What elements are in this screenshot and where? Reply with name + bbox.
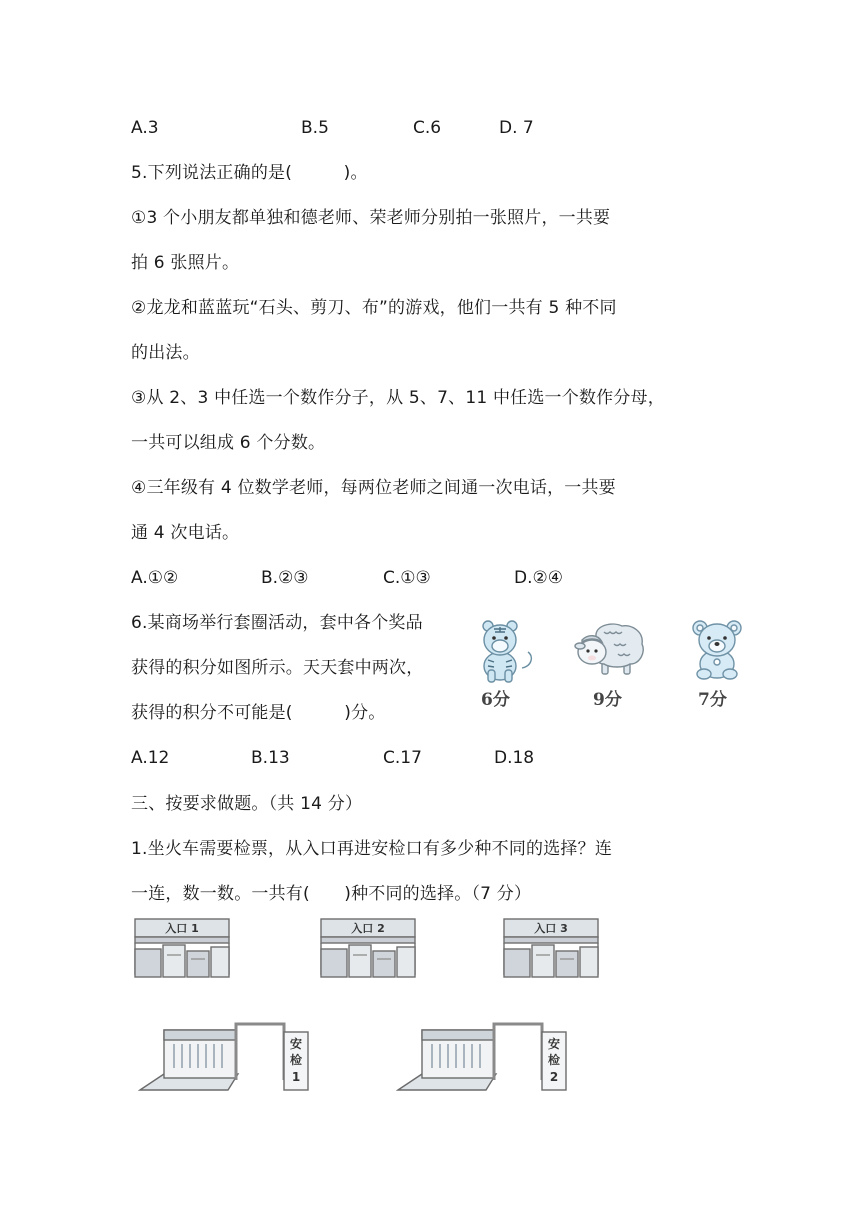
s3-q1-line-2: 一连，数一数。一共有( )种不同的选择。（7 分） <box>131 884 532 904</box>
q5-statement-3: ③从 2、3 中任选一个数作分子，从 5、7、11 中任选一个数作分母， <box>131 388 665 408</box>
q4-option-b: B.5 <box>301 118 329 138</box>
q6-option-d: D.18 <box>494 748 535 768</box>
checkpoint-1-char-1: 安 <box>289 1037 303 1051</box>
sheep-icon <box>574 622 646 678</box>
checkpoint-2-char-1: 安 <box>547 1037 561 1051</box>
security-checkpoint-1 <box>138 1018 314 1094</box>
q6-option-a: A.12 <box>131 748 170 768</box>
tiger-points-label: 6分 <box>481 690 510 710</box>
checkpoint-1-char-2: 检 <box>289 1053 303 1067</box>
s3-q1-line-1: 1.坐火车需要检票，从入口再进安检口有多少种不同的选择？连 <box>131 839 613 859</box>
q5-statement-3-cont: 一共可以组成 6 个分数。 <box>131 433 326 453</box>
q5-option-c: C.①③ <box>383 568 431 588</box>
entrance-gate-1 <box>131 915 233 981</box>
checkpoint-1-number: 1 <box>291 1070 301 1084</box>
checkpoint-2-char-2: 检 <box>547 1053 561 1067</box>
q5-statement-4: ④三年级有 4 位数学老师，每两位老师之间通一次电话，一共要 <box>131 478 616 498</box>
q6-line-2: 获得的积分如图所示。天天套中两次， <box>131 658 424 678</box>
q5-statement-1-cont: 拍 6 张照片。 <box>131 253 240 273</box>
q4-option-a: A.3 <box>131 118 159 138</box>
bear-icon <box>690 618 744 680</box>
q5-option-a: A.①② <box>131 568 179 588</box>
q5-statement-2-cont: 的出法。 <box>131 343 200 363</box>
q5-option-d: D.②④ <box>514 568 563 588</box>
q4-option-d: D. 7 <box>499 118 534 138</box>
tiger-icon <box>474 618 538 684</box>
q5-stem: 5.下列说法正确的是( )。 <box>131 163 368 183</box>
entrance-label-2: 入口 2 <box>351 922 385 935</box>
q6-option-b: B.13 <box>251 748 290 768</box>
sheep-points-label: 9分 <box>593 690 622 710</box>
q6-line-3: 获得的积分不可能是( )分。 <box>131 703 386 723</box>
security-checkpoint-2 <box>396 1018 572 1094</box>
entrance-label-3: 入口 3 <box>534 922 568 935</box>
entrance-gate-2 <box>317 915 419 981</box>
q5-statement-1: ①3 个小朋友都单独和德老师、荣老师分别拍一张照片，一共要 <box>131 208 611 228</box>
q5-option-b: B.②③ <box>261 568 309 588</box>
section-3-heading: 三、按要求做题。（共 14 分） <box>131 794 363 814</box>
q6-line-1: 6.某商场举行套圈活动，套中各个奖品 <box>131 613 423 633</box>
bear-points-label: 7分 <box>698 690 727 710</box>
checkpoint-2-number: 2 <box>549 1070 559 1084</box>
entrance-label-1: 入口 1 <box>165 922 199 935</box>
q5-statement-4-cont: 通 4 次电话。 <box>131 523 240 543</box>
q4-option-c: C.6 <box>413 118 442 138</box>
q5-statement-2: ②龙龙和蓝蓝玩“石头、剪刀、布”的游戏，他们一共有 5 种不同 <box>131 298 617 318</box>
q6-option-c: C.17 <box>383 748 422 768</box>
entrance-gate-3 <box>500 915 602 981</box>
